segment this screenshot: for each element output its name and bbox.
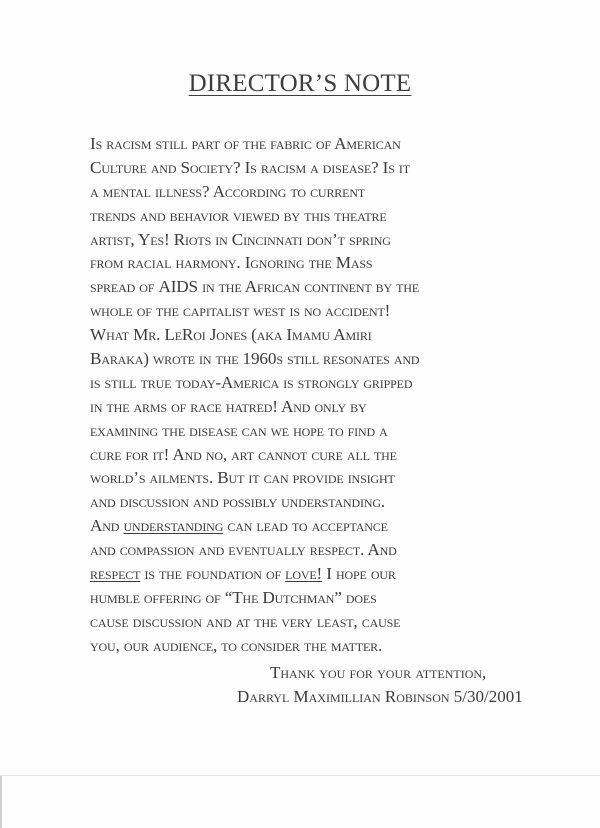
body-line: What Mr. LeRoi Jones (aka Imamu Amiri [90, 325, 372, 345]
body-line: is still true today-America is strongly gripped [90, 372, 413, 392]
body-text: spread of [90, 277, 159, 297]
body-line [90, 514, 540, 538]
body-line: world’s ailments. But it can provide insight [90, 468, 395, 488]
scan-fold-line [0, 775, 600, 776]
body-line: Is racism still part of the fabric of American [90, 134, 401, 153]
body-line: examining the disease can we hope to find a [90, 420, 388, 440]
page-title [0, 70, 600, 98]
body-line: and discussion and possibly understanding. [90, 492, 386, 512]
underlined-word: understanding [123, 516, 224, 536]
signature-closing: Thank you for your attention, [270, 663, 487, 682]
body-line: whole of the capitalist west is no accident! [90, 301, 391, 321]
body-text: can lead to acceptance [223, 516, 388, 536]
body-line: you, our audience, to consider the matter. [90, 635, 383, 655]
body-text: is the foundation of [140, 564, 286, 584]
aids-text: AIDS [158, 277, 198, 297]
body-line: and compassion and eventually respect. And [90, 540, 397, 560]
body-line: cause discussion and at the very least, cause [90, 611, 401, 631]
note-body [90, 132, 540, 658]
body-text: in the African continent by the [197, 277, 420, 297]
signature-name-date: Darryl Maximillian Robinson 5/30/2001 [237, 687, 523, 706]
body-text: I hope our [322, 564, 396, 584]
body-line: from racial harmony. Ignoring the Mass [90, 253, 373, 273]
underlined-word: love! [285, 564, 323, 584]
body-line: humble offering of “The Dutchman” does [90, 587, 377, 607]
body-line: in the arms of race hatred! And only by [90, 396, 367, 416]
body-text: And [90, 516, 124, 536]
body-line [90, 562, 540, 586]
body-line: trends and behavior viewed by this theatre [90, 205, 387, 225]
title-text: DIRECTOR’S NOTE [188, 70, 412, 97]
body-line: Culture and Society? Is racism a disease? Is it [90, 157, 410, 177]
body-line: artist, Yes! Riots in Cincinnati don’t spring [90, 229, 391, 249]
body-line: Baraka) wrote in the 1960s still resonates and [90, 349, 420, 369]
scan-edge-shadow [0, 776, 2, 828]
body-line: a mental illness? According to current [90, 181, 366, 201]
body-line [90, 275, 540, 299]
body-line: cure for it! And no, art cannot cure all the [90, 444, 397, 464]
underlined-word: respect [90, 564, 141, 584]
